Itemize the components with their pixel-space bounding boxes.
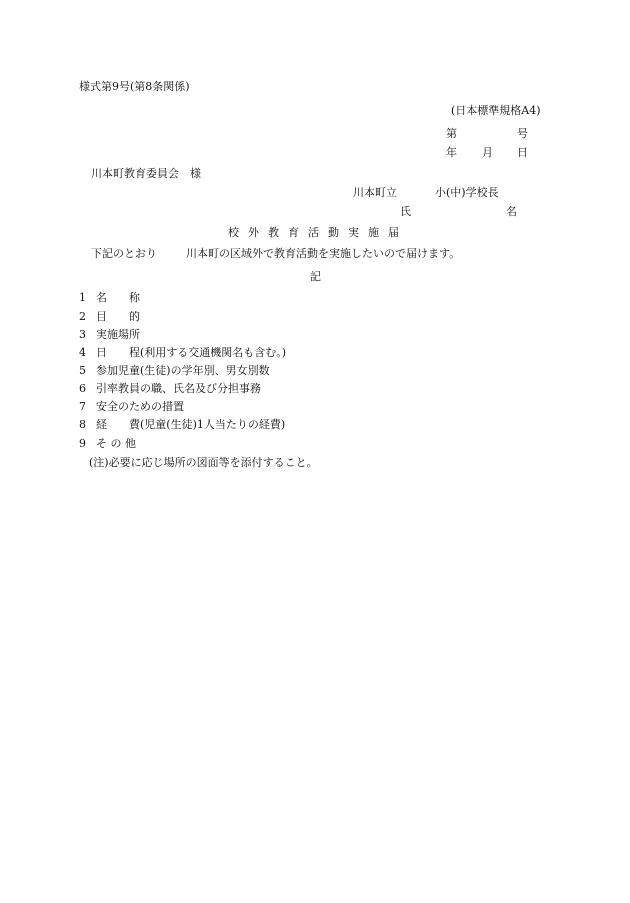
date-year: 年: [446, 146, 457, 159]
document-number-suffix: 号: [517, 127, 528, 140]
attachment-note: (注)必要に応じ場所の図面等を添付すること。: [89, 456, 318, 469]
intro-text-a: 下記のとおり: [91, 247, 157, 260]
form-number: 様式第9号(第8条関係): [79, 80, 190, 93]
list-item: [79, 291, 140, 305]
list-item: [79, 310, 140, 324]
list-item-label: 引率教員の職、氏名及び分担事務: [96, 382, 261, 395]
list-item-label: そ の 他: [96, 437, 136, 450]
school-prefix: 川本町立: [353, 186, 397, 199]
list-item-label: 経 費(児童(生徒)1人当たりの経費): [96, 418, 286, 431]
recipient: 川本町教育委員会 様: [91, 167, 201, 180]
document-title: 校外教育活動実施届: [228, 226, 408, 239]
ki-heading: 記: [310, 270, 321, 283]
list-item-number: 6: [79, 382, 86, 395]
name-label-shi: 氏: [400, 205, 411, 218]
list-item-label: 実施場所: [96, 328, 140, 341]
list-item-number: 1: [79, 291, 86, 304]
list-item: [79, 346, 286, 360]
list-item-number: 4: [79, 346, 86, 359]
list-item: [79, 382, 261, 396]
list-item-label: 日 程(利用する交通機関名も含む。): [96, 346, 287, 359]
list-item-number: 3: [79, 328, 86, 341]
list-item-number: 9: [79, 437, 86, 450]
document-number-prefix: 第: [446, 127, 457, 140]
list-item-number: 5: [79, 364, 86, 377]
name-label-mei: 名: [506, 205, 517, 218]
list-item-label: 参加児童(生徒)の学年別、男女別数: [96, 364, 270, 377]
list-item-number: 2: [79, 310, 86, 323]
list-item: [79, 418, 285, 432]
list-item-label: 目 的: [96, 310, 140, 323]
list-item: [79, 400, 184, 414]
paper-size-note: (日本標準規格A4): [451, 104, 541, 117]
list-item-number: 8: [79, 418, 86, 431]
list-item-label: 安全のための措置: [96, 400, 184, 413]
school-principal: 小(中)学校長: [435, 186, 499, 199]
list-item-number: 7: [79, 400, 86, 413]
list-item-label: 名 称: [96, 291, 140, 304]
date-month: 月: [482, 146, 493, 159]
intro-text-b: 川本町の区域外で教育活動を実施したいので届けます。: [186, 247, 461, 260]
list-item: [79, 328, 140, 342]
list-item: [79, 364, 270, 378]
date-day: 日: [517, 146, 528, 159]
list-item: [79, 437, 136, 451]
